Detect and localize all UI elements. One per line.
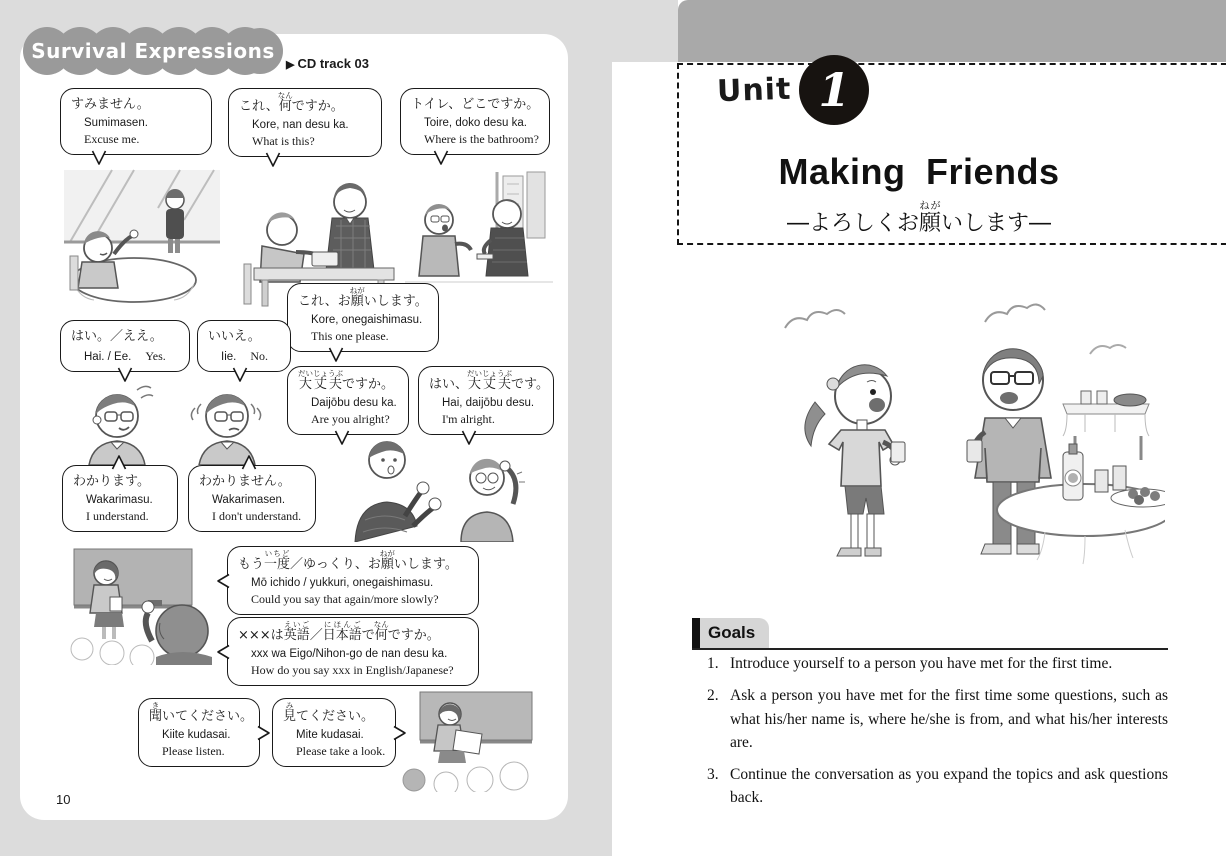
japanese-text: トイレ、どこですか。 bbox=[411, 97, 540, 112]
english-text: Excuse me. bbox=[84, 131, 140, 146]
goal-item-3: Continue the conversation as you expand the topics and ask questions back. bbox=[730, 766, 1168, 807]
english-text: Could you say that again/more slowly? bbox=[251, 591, 439, 606]
speech-bubble-mo-ichido bbox=[227, 546, 479, 615]
romaji-text: xxx wa Eigo/Nihon-go de nan desu ka. bbox=[251, 647, 448, 660]
romaji-text: Wakarimasen. bbox=[212, 493, 286, 506]
speech-bubble-kiite bbox=[138, 698, 260, 767]
speech-bubble-mite bbox=[272, 698, 396, 767]
english-text: Please take a look. bbox=[296, 743, 386, 758]
bubble-tail bbox=[241, 454, 257, 469]
japanese-text: はい。／ええ。 bbox=[71, 329, 163, 344]
speech-bubble-hai-daijobu bbox=[418, 366, 554, 435]
japanese-text: わかります。 bbox=[73, 474, 150, 489]
romaji-text: Kore, nan desu ka. bbox=[252, 118, 349, 131]
goals-list bbox=[700, 652, 1168, 819]
romaji-text: Mite kudasai. bbox=[296, 728, 364, 741]
unit-header-box bbox=[677, 63, 1226, 245]
romaji-text: Iie. bbox=[221, 350, 237, 363]
japanese-text: はい、大丈夫だいじょうぶです。 bbox=[429, 369, 549, 392]
bubble-tail bbox=[265, 153, 281, 168]
speech-bubble-wakarimasu bbox=[62, 465, 178, 532]
english-text: I don't understand. bbox=[212, 508, 302, 523]
unit-title: Making Friends bbox=[778, 151, 1060, 192]
head-shaking-person-illustration bbox=[185, 380, 290, 465]
gutter-corner bbox=[612, 0, 678, 62]
bubble-tail bbox=[216, 573, 231, 589]
unit-number-badge: 1 bbox=[799, 55, 869, 125]
romaji-text: Mō ichido / yukkuri, onegaishimasu. bbox=[251, 576, 434, 589]
unit-label: Unit bbox=[716, 71, 792, 109]
right-page bbox=[612, 0, 1226, 856]
speech-bubble-wakarimasen bbox=[188, 465, 316, 532]
bubble-tail bbox=[256, 725, 271, 741]
bubble-tail bbox=[111, 454, 127, 469]
cd-track-text: CD track 03 bbox=[297, 56, 370, 71]
confused-conversation-illustration bbox=[335, 430, 545, 542]
japanese-text: わかりません。 bbox=[199, 474, 291, 489]
english-text: Are you alright? bbox=[311, 411, 390, 426]
japanese-text: すみません。 bbox=[71, 97, 150, 112]
speech-bubble-iie bbox=[197, 320, 291, 372]
classroom-question-illustration bbox=[60, 545, 230, 665]
english-text: This one please. bbox=[311, 328, 389, 343]
section-title: Survival Expressions bbox=[31, 39, 275, 63]
english-text: I'm alright. bbox=[442, 411, 495, 426]
romaji-text: Kore, onegaishimasu. bbox=[311, 313, 423, 326]
romaji-text: Hai. / Ee. bbox=[84, 350, 132, 363]
japanese-text: これ、お願ねがいします。 bbox=[298, 286, 428, 309]
romaji-text: Daijōbu desu ka. bbox=[311, 396, 397, 409]
japanese-text: 大丈夫だいじょうぶですか。 bbox=[298, 369, 395, 392]
japanese-text: ×××は英語えいご／日本語にほんごで何なんですか。 bbox=[238, 620, 440, 643]
page-number: 10 bbox=[56, 792, 71, 807]
japanese-text: 見みてください。 bbox=[283, 701, 375, 724]
goals-label: Goals bbox=[700, 618, 769, 648]
teacher-showing-card-illustration bbox=[398, 688, 536, 792]
japanese-text: いいえ。 bbox=[208, 329, 261, 344]
romaji-text: Sumimasen. bbox=[84, 116, 148, 129]
bubble-tail bbox=[91, 151, 107, 166]
english-text: Please listen. bbox=[162, 743, 225, 758]
romaji-text: Toire, doko desu ka. bbox=[424, 116, 527, 129]
bubble-tail bbox=[328, 348, 344, 363]
section-header-badge bbox=[22, 26, 284, 76]
top-gray-band bbox=[678, 0, 1226, 62]
restaurant-scene-illustration bbox=[62, 168, 222, 308]
english-text: Where is the bathroom? bbox=[424, 131, 539, 146]
english-text: Yes. bbox=[145, 348, 166, 363]
bubble-tail bbox=[117, 368, 133, 383]
bubble-tail bbox=[232, 368, 248, 383]
romaji-text: Hai, daijōbu desu. bbox=[442, 396, 535, 409]
play-icon: ▶ bbox=[286, 59, 295, 71]
bubble-tail bbox=[216, 644, 231, 660]
english-text: How do you say xxx in English/Japanese? bbox=[251, 662, 454, 677]
speech-bubble-sumimasen bbox=[60, 88, 212, 155]
japanese-text: もう一度いちど／ゆっくり、お願ねがいします。 bbox=[238, 549, 458, 572]
bubble-tail bbox=[334, 431, 350, 446]
unit-row bbox=[717, 55, 869, 125]
romaji-text: Kiite kudasai. bbox=[162, 728, 231, 741]
bubble-tail bbox=[461, 431, 477, 446]
speech-bubble-xxx-nan bbox=[227, 617, 479, 686]
romaji-text: Wakarimasu. bbox=[86, 493, 153, 506]
english-text: No. bbox=[250, 348, 269, 363]
english-text: What is this? bbox=[252, 133, 315, 148]
goal-item-1: Introduce yourself to a person you have met for the first time. bbox=[730, 655, 1113, 672]
bubble-tail bbox=[433, 151, 449, 166]
unit-subtitle: ―よろしくお願ねがいします― bbox=[786, 201, 1052, 236]
japanese-text: 聞きいてください。 bbox=[149, 701, 254, 724]
english-text: I understand. bbox=[86, 508, 149, 523]
japanese-text: これ、何なんですか。 bbox=[239, 91, 344, 114]
party-conversation-illustration bbox=[745, 292, 1165, 570]
speech-bubble-daijobu-ka bbox=[287, 366, 409, 435]
bubble-tail bbox=[392, 725, 407, 741]
romaji-english-line bbox=[71, 345, 181, 364]
goal-item-2: Ask a person you have met for the first time some questions, such as what his/her name is, where he/she is from, and what his/her interests are. bbox=[730, 687, 1168, 751]
goals-heading bbox=[692, 618, 1168, 650]
left-page bbox=[20, 34, 568, 820]
nodding-person-illustration bbox=[75, 380, 180, 465]
cd-track-label bbox=[286, 56, 369, 71]
speech-bubble-kore-nan bbox=[228, 88, 382, 157]
romaji-english-line bbox=[208, 345, 282, 364]
speech-bubble-toire bbox=[400, 88, 550, 155]
speech-bubble-kore-onegai bbox=[287, 283, 439, 352]
goals-accent-bar bbox=[692, 618, 700, 648]
speech-bubble-hai-ee bbox=[60, 320, 190, 372]
